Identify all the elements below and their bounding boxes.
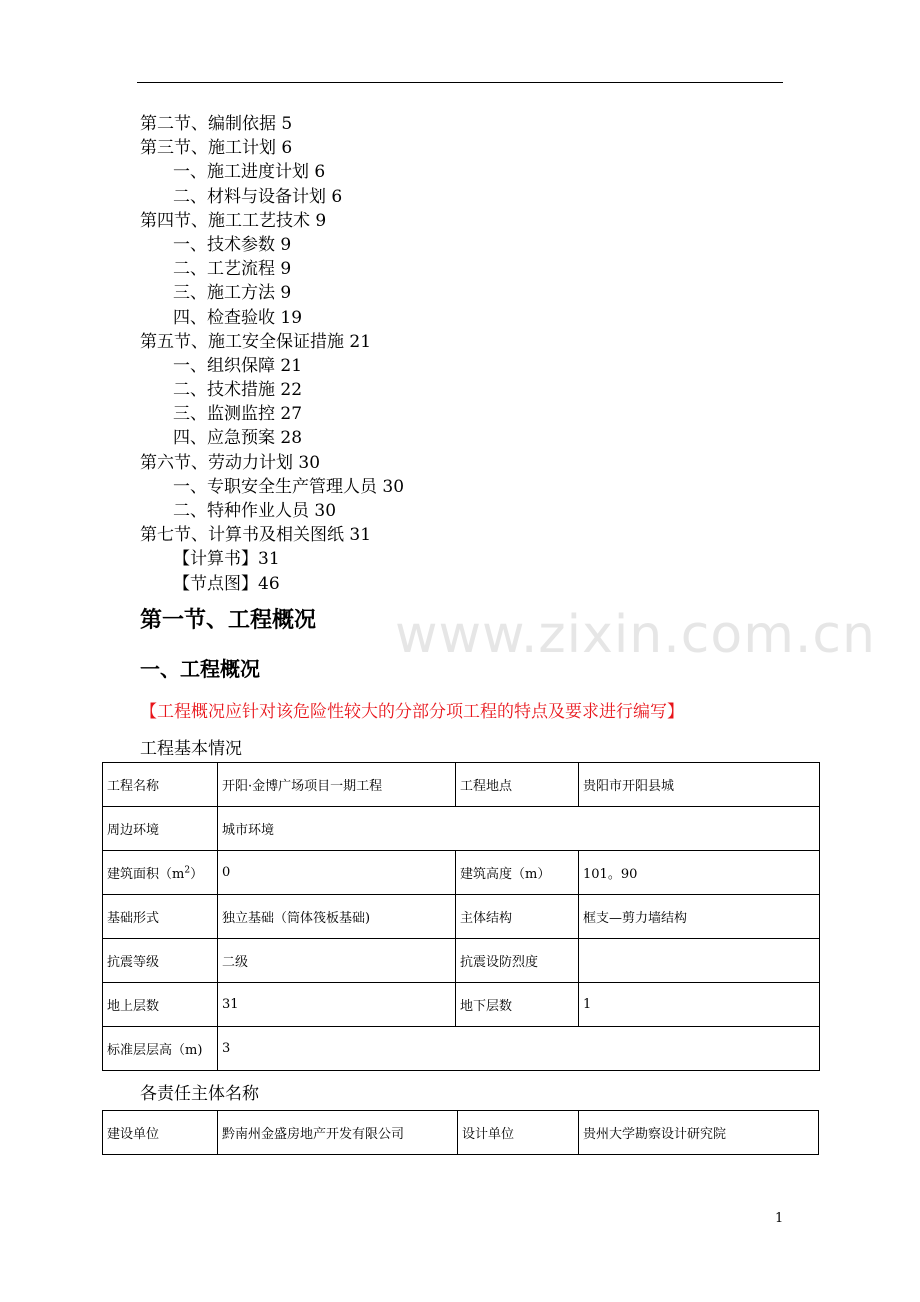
- toc-entry: 四、检查验收 19: [173, 307, 303, 328]
- toc-entry: 第四节、施工工艺技术 9: [140, 210, 327, 231]
- height-value: 101。90: [579, 851, 820, 895]
- toc-entry: 二、工艺流程 9: [173, 259, 292, 280]
- subsection-title: 一、工程概况: [140, 657, 260, 681]
- toc-entry: 二、特种作业人员 30: [173, 501, 337, 521]
- toc-entry: 第三节、施工计划 6: [140, 138, 293, 159]
- table-row: [103, 1111, 819, 1155]
- structure-value: 框支—剪力墙结构: [579, 895, 820, 939]
- table-row: [103, 1027, 820, 1071]
- floor-height-value: 3: [218, 1027, 820, 1071]
- table1-caption: 工程基本情况: [140, 739, 242, 759]
- watermark: www.zixin.com.cn: [395, 605, 876, 665]
- toc-entry: 一、专职安全生产管理人员 30: [173, 476, 405, 497]
- instruction-note: 【工程概况应针对该危险性较大的分部分项工程的特点及要求进行编写】: [140, 702, 684, 722]
- designer-value: 贵州大学勘察设计研究院: [579, 1111, 819, 1155]
- header-rule: [137, 82, 783, 83]
- toc-entry: 二、技术措施 22: [173, 380, 303, 401]
- environment-label: 周边环境: [103, 807, 218, 851]
- area-label-text: 建筑面积（m: [107, 867, 185, 882]
- toc-entry: 三、监测监控 27: [173, 404, 303, 425]
- toc-entry: 一、组织保障 21: [173, 355, 303, 376]
- table-row: [103, 983, 820, 1027]
- toc-entry: 【节点图】46: [173, 573, 280, 594]
- toc-entry: 第七节、计算书及相关图纸 31: [140, 525, 372, 546]
- table-row: [103, 851, 820, 895]
- table2-caption: 各责任主体名称: [140, 1084, 259, 1104]
- fortification-value: [579, 939, 820, 983]
- basic-info-table: [102, 762, 820, 1071]
- table-row: [103, 807, 820, 851]
- location-label: 工程地点: [456, 763, 579, 807]
- responsible-parties-table: [102, 1110, 819, 1155]
- toc-entry: 三、施工方法 9: [173, 283, 292, 304]
- below-floors-label: 地下层数: [456, 983, 579, 1027]
- table-row: [103, 763, 820, 807]
- toc-entry: 一、技术参数 9: [173, 234, 292, 255]
- section-title: 第一节、工程概况: [140, 607, 317, 633]
- area-label-sup: 2: [184, 865, 191, 876]
- above-floors-value: 31: [218, 983, 456, 1027]
- project-name-value: 开阳·金博广场项目一期工程: [218, 763, 456, 807]
- toc-entry: 四、应急预案 28: [173, 428, 303, 449]
- table-row: [103, 939, 820, 983]
- project-name-label: 工程名称: [103, 763, 218, 807]
- seismic-grade-value: 二级: [218, 939, 456, 983]
- above-floors-label: 地上层数: [103, 983, 218, 1027]
- area-value: 0: [218, 851, 456, 895]
- foundation-value: 独立基础（筒体筏板基础): [218, 895, 456, 939]
- structure-label: 主体结构: [456, 895, 579, 939]
- toc-entry: 二、材料与设备计划 6: [173, 186, 343, 207]
- builder-value: 黔南州金盛房地产开发有限公司: [218, 1111, 458, 1155]
- floor-height-label: 标准层层高（m): [103, 1027, 218, 1071]
- designer-label: 设计单位: [458, 1111, 579, 1155]
- below-floors-value: 1: [579, 983, 820, 1027]
- height-label: 建筑高度（m）: [456, 851, 579, 895]
- toc-entry: 第二节、编制依据 5: [140, 114, 293, 134]
- toc-entry: 第五节、施工安全保证措施 21: [140, 331, 372, 352]
- fortification-label: 抗震设防烈度: [456, 939, 579, 983]
- table-of-contents: [140, 112, 780, 596]
- area-label-end: ）: [190, 867, 204, 882]
- environment-value: 城市环境: [218, 807, 820, 851]
- location-value: 贵阳市开阳县城: [579, 763, 820, 807]
- area-label: [103, 851, 218, 895]
- page-number: 1: [775, 1211, 784, 1226]
- foundation-label: 基础形式: [103, 895, 218, 939]
- table-row: [103, 895, 820, 939]
- builder-label: 建设单位: [103, 1111, 218, 1155]
- toc-entry: 【计算书】31: [173, 549, 280, 570]
- seismic-grade-label: 抗震等级: [103, 939, 218, 983]
- toc-entry: 第六节、劳动力计划 30: [140, 452, 321, 473]
- toc-entry: 一、施工进度计划 6: [173, 162, 326, 183]
